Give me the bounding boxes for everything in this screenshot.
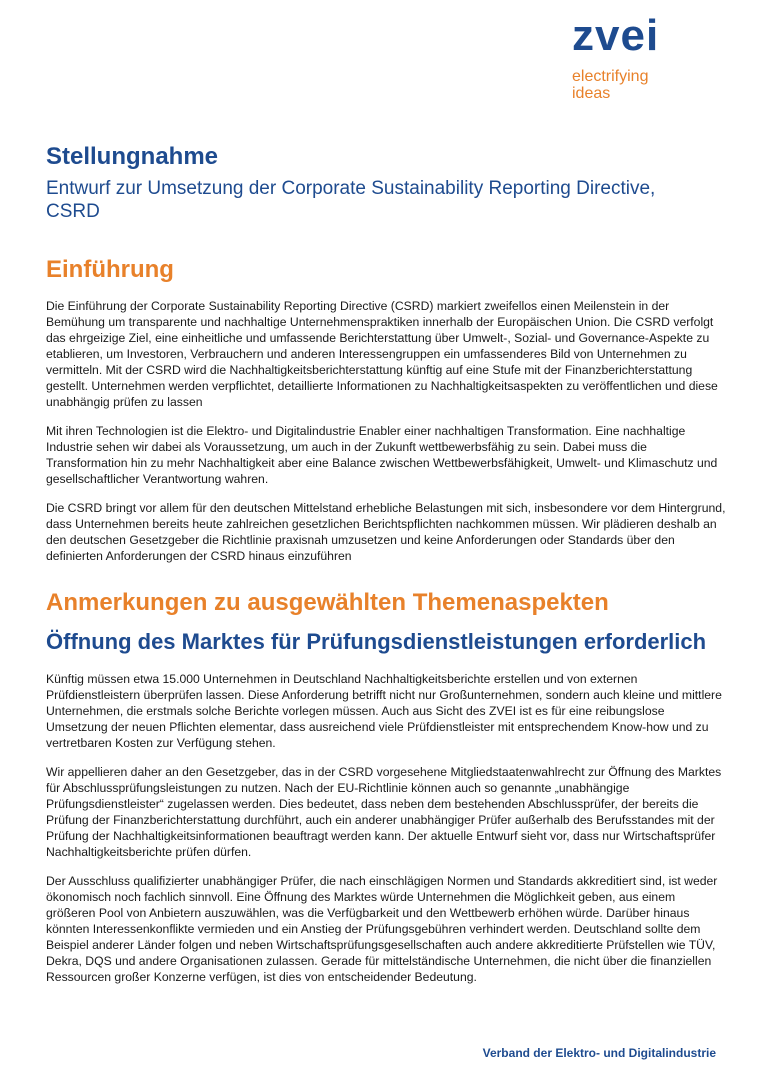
footer-organization: Verband der Elektro- und Digitalindustrie	[482, 1046, 716, 1060]
paragraph: Der Ausschluss qualifizierter unabhängiger Prüfer, die nach einschlägigen Normen und Standards akkreditiert sind, ist weder ökonomisch noch fachlich sinnvoll. Eine Öffnung des Marktes würde Unternehmen die Möglichkeit geben, aus einem größeren Pool von Anbietern auszuwählen, was die Verfügbarkeit und den Wettbewerb erhöhen würde. Darüber hinaus könnten Interessenkonflikte vermieden und ein Anstieg der Prüfungsgebühren verhindert werden. Deutschland sollte dem Beispiel anderer Länder folgen und neben Wirtschaftsprüfungsgesellschaften auch andere akkreditierte Prüfstellen wie TÜV, Dekra, DQS und andere Organisationen zulassen. Gerade für mittelständische Unternehmen, die nicht über die finanziellen Ressourcen großer Konzerne verfügen, ist dies von entscheidender Bedeutung.	[46, 874, 718, 984]
logo-tagline-line1: electrifying	[572, 68, 649, 85]
section-heading-anmerkungen: Anmerkungen zu ausgewählten Themenaspekten	[46, 589, 609, 616]
logo-tagline-line2: ideas	[572, 85, 611, 102]
paragraph: Die Einführung der Corporate Sustainability Reporting Directive (CSRD) markiert zweifellos einen Meilenstein in der Bemühung um transparente und nachhaltige Unternehmenspraktiken innerhalb der Europäischen Union. Die CSRD verfolgt das ehrgeizige Ziel, eine einheitliche und umfassende Berichterstattung über Umwelt-, Sozial- und Governance-Aspekte zu etablieren, um Investoren, Verbrauchern und anderen Interessengruppen ein umfassenderes Bild von Unternehmen zu vermitteln. Mit der CSRD wird die Nachhaltigkeitsberichterstattung künftig auf eine Stufe mit der Finanzberichterstattung gestellt. Unternehmen werden verpflichtet, detaillierte Informationen zu Nachhaltigkeitsaspekten zu veröffentlichen und diese unabhängig prüfen zu lassen	[46, 299, 718, 409]
document-title: Stellungnahme	[46, 143, 219, 170]
paragraph: Mit ihren Technologien ist die Elektro- und Digitalindustrie Enabler einer nachhaltigen Transformation. Eine nachhaltige Industrie sehen wir dabei als Voraussetzung, um auch in der Zukunft wettbewerbsfähig zu sein. Dabei muss die Transformation hin zu mehr Nachhaltigkeit aber eine Balance zwischen Wettbewerbsfähigkeit, Umwelt- und Klimaschutz und gesellschaftlicher Verantwortung wahren.	[46, 424, 718, 486]
section-heading-einfuehrung: Einführung	[46, 256, 174, 283]
document-body	[46, 143, 726, 985]
paragraph: Künftig müssen etwa 15.000 Unternehmen in Deutschland Nachhaltigkeitsberichte erstellen und von externen Prüfdienstleistern überprüfen lassen. Diese Anforderung betrifft nicht nur Großunternehmen, sondern auch kleine und mittlere Unternehmen, die erstmals solche Berichte vorlegen müssen. Auch aus Sicht des ZVEI ist es für eine reibungslose Umsetzung der neuen Pflichten elementar, dass ausreichend viele Prüfdienstleister mit entsprechendem Know-how und zu vertretbaren Kosten zur Verfügung stehen.	[46, 672, 722, 750]
subsection-heading: Öffnung des Marktes für Prüfungsdienstleistungen erforderlich	[46, 629, 707, 654]
paragraph: Wir appellieren daher an den Gesetzgeber, das in der CSRD vorgesehene Mitgliedstaatenwahlrecht zur Öffnung des Marktes für Abschlussprüfungsleistungen zu nutzen. Nach der EU-Richtlinie können auch so genannte „unabhängige Prüfungsdienstleister“ zugelassen werden. Dies bedeutet, dass neben dem bestehenden Abschlussprüfer, der bereits die Prüfung der Finanzberichterstattung durchführt, auch ein anderer unabhängiger Prüfer außerhalb des Berufsstandes mit der Prüfung der Nachhaltigkeitsinformationen beauftragt werden kann. Der aktuelle Entwurf sieht vor, dass nur Wirtschaftsprüfer Nachhaltigkeitsberichte prüfen dürfen.	[46, 765, 722, 859]
document-subtitle: Entwurf zur Umsetzung der Corporate Sustainability Reporting Directive, CSRD	[46, 178, 656, 222]
logo-wordmark: zvei	[572, 11, 660, 60]
zvei-logo	[572, 11, 742, 102]
paragraph: Die CSRD bringt vor allem für den deutschen Mittelstand erhebliche Belastungen mit sich, insbesondere vor dem Hintergrund, dass Unternehmen bereits heute zahlreichen gesetzlichen Berichtspflichten nachkommen müssen. Wir plädieren deshalb an den deutschen Gesetzgeber die Richtlinie praxisnah umzusetzen und keine Anforderungen oder Standards über den definierten Anforderungen der CSRD hinaus einzuführen	[46, 501, 726, 563]
